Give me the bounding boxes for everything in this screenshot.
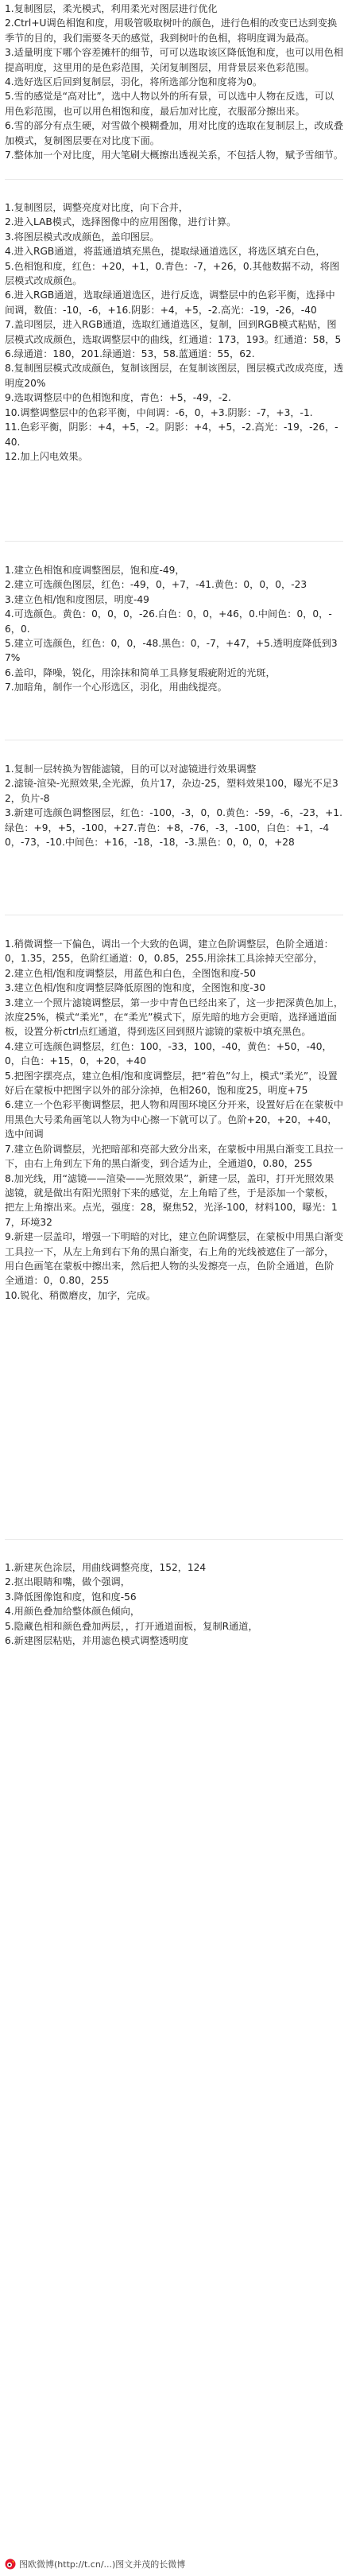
text-line: 4.建立可选颜色调整层，红色：100，-33，100，-40，黄色：+50，-40，0，白色：+15，0，+20，+40: [5, 1040, 332, 1067]
text-line: 3.将图层模式改成颜色，盖印图层。: [5, 231, 160, 243]
text-line: 4.选好选区后回到复制层，羽化，将所选部分饱和度将为0。: [5, 76, 263, 88]
text-line: 7.加暗角，制作一个心形选区，羽化，用曲线提亮。: [5, 682, 227, 694]
text-line: 7.整体加一个对比度，用大笔刷大概擦出透视关系，不包括人物，赋予雪细节。: [5, 150, 344, 161]
text-line: 6.雪的部分有点生硬，对雪做个模糊叠加，用对比度的选取在复制层上，改成叠加模式，复制图层要在对比度下面。: [5, 120, 344, 146]
text-line: 12.加上闪电效果。: [5, 450, 88, 462]
section-5: [5, 937, 343, 1303]
text-line: 7.盖印图层，进入RGB通道，选取红通道选区，复制，回到RGB模式粘贴，图层模式改成颜色，选取调整层中的曲线，红通道：173，193。红通道：58，56.绿通道：180，201.绿通道：53，58.蓝通道：55，62.: [5, 319, 342, 360]
text-line: 6.建立一个色彩平衡调整层，把人物和周围环境区分开来，设置好后在在蒙板中用黑色大号柔角画笔以人物为中心擦一下就可以了。色阶+20，+20，+40，选中间调: [5, 1099, 344, 1140]
text-line: 9.新建一层盖印，增强一下明暗的对比，建立色阶调整层，在蒙板中用黑白渐变工具拉一下，从左上角到右下角的黑白渐变，右上角的光线被遮住了一部分，用白色画笔在蒙板中擦出来，然后把人物的头发擦亮一点，色阶全通道，色阶全通道：0，0.80，255: [5, 1231, 344, 1287]
text-line: 8.复制图层模式改成颜色，复制该图层，在复制该图层，图层模式改成亮度，透明度20%: [5, 363, 344, 389]
text-line: 1.稍微调整一下偏色，调出一个大致的色调，建立色阶调整层，色阶全通道：0，1.35，255，色阶红通道：0，0.85，255.用涂抹工具涂掉天空部分，: [5, 938, 334, 965]
text-line: 2.建立色相/饱和度调整层，用蓝色和白色，全图饱和度-50: [5, 967, 256, 979]
text-line: 3.建立色相/饱和度图层，明度-49: [5, 593, 149, 605]
section-1: [5, 2, 343, 162]
text-line: 5.雪的感觉是“高对比”，选中人物以外的所有景，可以选中人物在反选，可以用色彩范围，也可以用色相饱和度，最后加对比度，衣服部分擦出来。: [5, 91, 334, 117]
text-line: 2.建立可选颜色图层，红色：-49，0，+7，-41.黄色：0，0，0，-23: [5, 579, 307, 591]
text-line: 4.用颜色叠加给整体颜色倾向，: [5, 1606, 141, 1618]
text-line: 2.抠出眼睛和嘴，做个强调，: [5, 1576, 130, 1588]
text-line: 8.加光线，用“滤镜——渲染——光照效果”，新建一层，盖印，打开光照效果滤镜，就是做出有阳光照射下来的感觉，左上角暗了些，于是添加一个蒙板，把左上角擦出来。点光，强度：28，聚焦52，光泽-100，材料100，曝光：17，环境32: [5, 1172, 338, 1228]
divider: [5, 1539, 343, 1540]
text-line: 11.色彩平衡，阴影：+4，+5，-2。阴影：+4，+5，-2.高光：-19，-26，-40.: [5, 422, 338, 448]
section-6: [5, 1560, 343, 1648]
text-line: 1.复制一层转换为智能滤镜，目的可以对滤镜进行效果调整: [5, 763, 257, 775]
text-line: 9.选取调整层中的色相饱和度，青色：+5，-49，-2.: [5, 392, 231, 404]
text-line: 5.建立可选颜色，红色：0，0，-48.黑色：0，-7，+47，+5.透明度降低到37%: [5, 638, 338, 664]
text-line: 1.新建灰色涂层，用曲线调整亮度，152，124: [5, 1562, 207, 1573]
footer-text[interactable]: 图欧微博(http://t.cn/...)图文并茂的长微博: [19, 2559, 186, 2570]
text-line: 3.建立色相/饱和度调整层降低原图的饱和度，全图饱和度-30: [5, 982, 266, 994]
text-line: 5.色相饱和度，红色：+20，+1，0.青色：-7，+26，0.其他数据不动，将图层模式改成颜色。: [5, 260, 340, 287]
text-line: 1.建立色相饱和度调整图层，饱和度-49，: [5, 565, 185, 576]
section-3: [5, 563, 343, 695]
text-line: 6.盖印，降噪，锐化，用涂抹和简单工具修复瑕疵附近的光斑，: [5, 666, 276, 678]
text-line: 10.锐化、稍微磨皮，加字，完成。: [5, 1289, 157, 1301]
divider: [5, 541, 343, 542]
text-line: 10.调整调整层中的色彩平衡，中间调：-6，0，+3.阴影：-7，+3，-1.: [5, 406, 313, 418]
text-line: 3.新建可选颜色调整图层，红色：-100，-3，0，0.黄色：-59，-6，-23，+1.绿色：+9，+5，-100，+27.青色：+8，-76，-3，-100，白色：+1，-40，-73，-10.中间色：+16，-18，-18，-3.黑色：0，0，0，+28: [5, 807, 342, 849]
text-line: 3.降低图像饱和度，饱和度-56: [5, 1591, 137, 1603]
text-line: 6.新建图层粘贴，并用滤色模式调整透明度: [5, 1635, 189, 1647]
section-4: [5, 762, 343, 849]
text-line: 1.复制图层，柔光模式，利用柔光对图层进行优化: [5, 3, 218, 14]
text-line: 5.隐藏色相和颜色叠加两层，，打开通道面板，复制R通道，: [5, 1620, 258, 1632]
text-line: 7.建立色阶调整层，光把暗部和亮部大致分出来，在蒙板中用黑白渐变工具拉一下，由右上角到左下角的黑白渐变，到合适为止，全通道0，0.80，255: [5, 1143, 344, 1170]
text-line: 2.Ctrl+U调色相饱和度，用吸管吸取树叶的颜色，进行色相的改变已达到变换季节的目的，我们需要冬天的感觉，我到树叶的色相，将明度调为最高。: [5, 17, 338, 44]
text-line: 2.滤镜-渲染-光照效果,全光源，负片17，杂边-25，塑料效果100，曝光不足32，负片-8: [5, 778, 338, 804]
text-line: 4.可选颜色。黄色：0，0，0，-26.白色：0，0，+46，0.中间色：0，0，-6，0.: [5, 608, 332, 635]
section-2: [5, 200, 343, 464]
text-line: 1.复制图层，调整亮度对比度，向下合并，: [5, 202, 189, 213]
text-line: 6.进入RGB通道，选取绿通道选区，进行反选，调整层中的色彩平衡，选择中间调，数值：-10，-6，+16.阴影：+4，+5，-2.高光：-19，-26，-40: [5, 289, 335, 316]
text-line: 3.建立一个照片滤镜调整层，第一步中青色已经出来了，这一步把深黄色加上，浓度25%，模式“柔光”，在“柔光”模式下，原先暗的地方会更暗，选择通道面板，设置分析ctrl点红通道，得到选区回到照片滤镜的蒙板中填充黑色。: [5, 997, 344, 1038]
footer: [5, 2556, 185, 2572]
weibo-icon: [5, 2559, 16, 2570]
text-line: 4.进入RGB通道，将蓝通道填充黑色，提取绿通道选区，将选区填充白色，: [5, 246, 326, 258]
text-line: 3.适量明度下哪个容差摊杆的细节，可可以选取该区降低饱和度，也可以用色相提高明度，这里用的是色彩范围，关闭复制图层，用背景层来色彩范围。: [5, 47, 344, 73]
text-line: 2.进入LAB模式，选择图像中的应用图像，进行计算。: [5, 216, 237, 228]
text-line: 5.把图字摆亮点，建立色相/饱和度调整层，把“着色”勾上，模式“柔光”，设置好后在蒙板中把图字以外的部分涂掉，色相260，饱和度25，明度+75: [5, 1070, 338, 1097]
divider: [5, 179, 343, 180]
